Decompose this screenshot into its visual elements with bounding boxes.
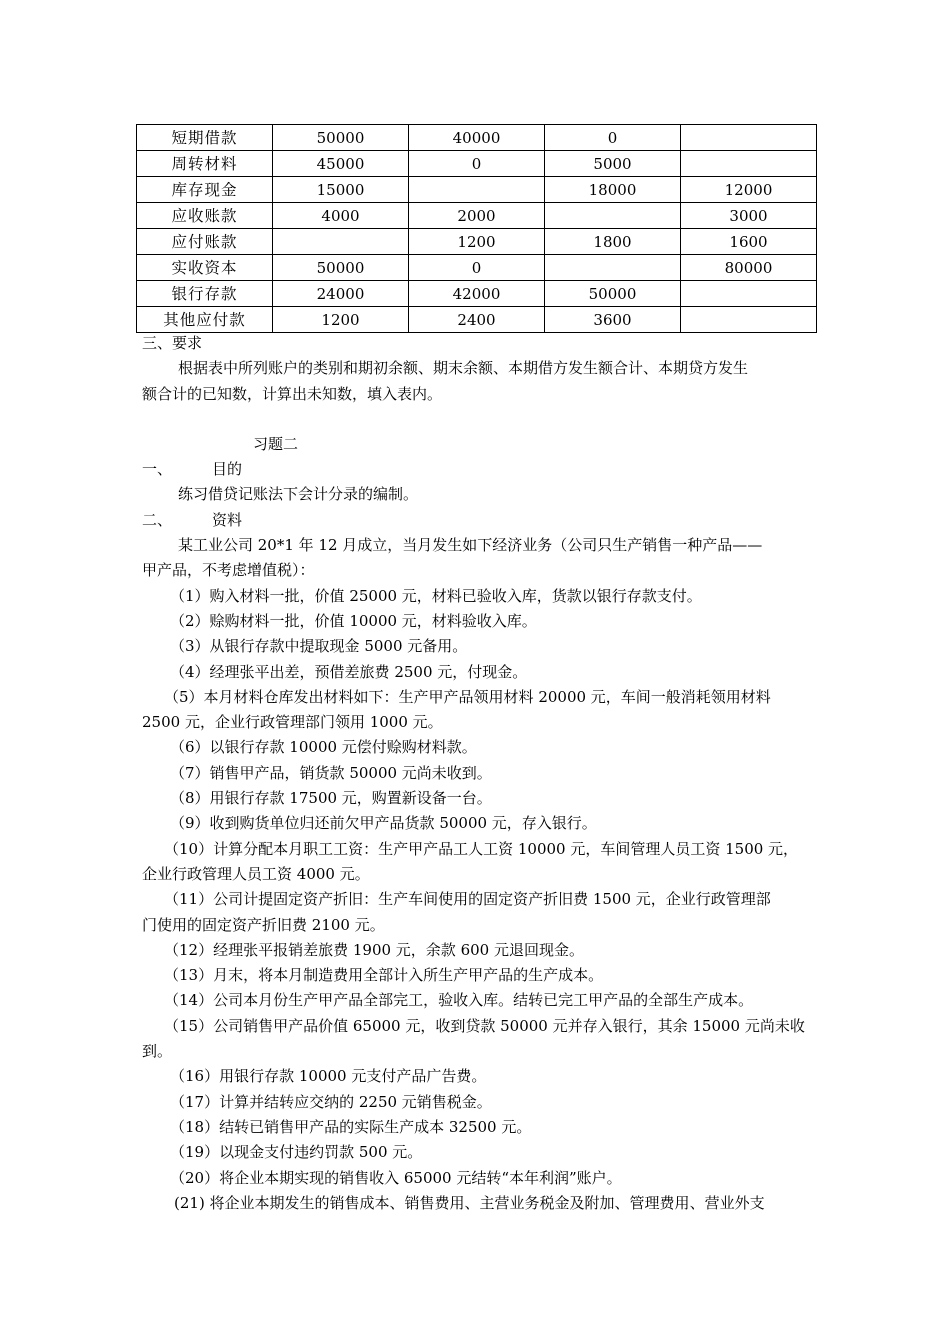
transaction-item-line: （13）月末，将本月制造费用全部计入所生产甲产品的生产成本。: [164, 966, 604, 985]
transaction-item-line: （18）结转已销售甲产品的实际生产成本 32500 元。: [170, 1117, 532, 1136]
amount-cell: 18000: [545, 177, 681, 203]
account-name-cell: 其他应付款: [137, 307, 273, 333]
transaction-item-line: （12）经理张平报销差旅费 1900 元，余款 600 元退回现金。: [164, 940, 584, 959]
account-balance-table: [136, 124, 817, 333]
account-name-cell: 实收资本: [137, 255, 273, 281]
amount-cell: 1200: [273, 307, 409, 333]
transaction-item-line: (21) 将企业本期发生的销售成本、销售费用、主营业务税金及附加、管理费用、营业外支: [174, 1193, 765, 1212]
amount-cell: [545, 203, 681, 229]
amount-cell: 5000: [545, 151, 681, 177]
transaction-item-line: 2500 元，企业行政管理部门领用 1000 元。: [142, 713, 443, 732]
transaction-item-line: （17）计算并结转应交纳的 2250 元销售税金。: [170, 1092, 492, 1111]
materials-intro-line: 某工业公司 20*1 年 12 月成立，当月发生如下经济业务（公司只生产销售一种产品——: [178, 536, 763, 555]
amount-cell: 45000: [273, 151, 409, 177]
table-row: [137, 229, 817, 255]
section-heading-requirements: 三、要求: [142, 334, 203, 352]
requirements-paragraph-line: 额合计的已知数，计算出未知数，填入表内。: [142, 384, 443, 403]
transaction-item-line: （19）以现金支付违约罚款 500 元。: [170, 1143, 423, 1162]
transaction-item-line: （8）用银行存款 17500 元，购置新设备一台。: [170, 789, 492, 808]
transaction-item-line: （2）赊购材料一批，价值 10000 元，材料验收入库。: [170, 611, 537, 630]
transaction-item-line: （16）用银行存款 10000 元支付产品广告费。: [170, 1067, 487, 1086]
amount-cell: 3000: [681, 203, 817, 229]
amount-cell: 2400: [409, 307, 545, 333]
table-row: [137, 281, 817, 307]
transaction-item-line: （20）将企业本期实现的销售收入 65000 元结转“本年利润”账户。: [170, 1168, 622, 1187]
section-heading-purpose: [142, 457, 814, 482]
transaction-item-line: 企业行政管理人员工资 4000 元。: [142, 864, 370, 883]
account-name-cell: 银行存款: [137, 281, 273, 307]
amount-cell: 0: [409, 151, 545, 177]
table-row: [137, 255, 817, 281]
amount-cell: 50000: [273, 125, 409, 151]
amount-cell: [273, 229, 409, 255]
amount-cell: [681, 151, 817, 177]
amount-cell: 2000: [409, 203, 545, 229]
transaction-item-line: （9）收到购货单位归还前欠甲产品货款 50000 元，存入银行。: [170, 814, 597, 833]
amount-cell: [681, 125, 817, 151]
table-row: [137, 177, 817, 203]
amount-cell: 40000: [409, 125, 545, 151]
amount-cell: 1800: [545, 229, 681, 255]
amount-cell: 0: [409, 255, 545, 281]
amount-cell: 15000: [273, 177, 409, 203]
transaction-item-line: （10）计算分配本月职工工资：生产甲产品工人工资 10000 元，车间管理人员工资 1500 元，: [164, 839, 799, 858]
amount-cell: 0: [545, 125, 681, 151]
transaction-item-line: （5）本月材料仓库发出材料如下：生产甲产品领用材料 20000 元，车间一般消耗领用材料: [164, 687, 771, 706]
transaction-item-line: （6）以银行存款 10000 元偿付赊购材料款。: [170, 738, 477, 757]
amount-cell: 42000: [409, 281, 545, 307]
table-row: [137, 203, 817, 229]
transaction-item-line: （3）从银行存款中提取现金 5000 元备用。: [170, 637, 468, 656]
amount-cell: 12000: [681, 177, 817, 203]
amount-cell: 3600: [545, 307, 681, 333]
document-text: [142, 331, 814, 1216]
amount-cell: [409, 177, 545, 203]
transaction-list: [142, 584, 814, 1216]
transaction-item-line: （15）公司销售甲产品价值 65000 元，收到贷款 50000 元并存入银行，其余 15000 元尚未收: [164, 1016, 805, 1035]
exercise-title: 习题二: [253, 434, 299, 453]
amount-cell: 24000: [273, 281, 409, 307]
table-row: [137, 151, 817, 177]
transaction-item-line: 门使用的固定资产折旧费 2100 元。: [142, 915, 385, 934]
amount-cell: 50000: [273, 255, 409, 281]
section-label: 目的: [212, 460, 243, 479]
transaction-item-line: （1）购入材料一批，价值 25000 元，材料已验收入库，货款以银行存款支付。: [170, 586, 702, 605]
table-row: [137, 307, 817, 333]
amount-cell: 1600: [681, 229, 817, 255]
amount-cell: 50000: [545, 281, 681, 307]
account-name-cell: 库存现金: [137, 177, 273, 203]
table-row: [137, 125, 817, 151]
transaction-item-line: （4）经理张平出差，预借差旅费 2500 元，付现金。: [170, 662, 528, 681]
requirements-paragraph-line: 根据表中所列账户的类别和期初余额、期末余额、本期借方发生额合计、本期贷方发生: [178, 359, 749, 378]
section-heading-materials: [142, 508, 814, 533]
section-number: 二、: [142, 510, 173, 529]
account-name-cell: 应付账款: [137, 229, 273, 255]
transaction-item-line: （11）公司计提固定资产折旧：生产车间使用的固定资产折旧费 1500 元，企业行政管理部: [164, 890, 771, 909]
amount-cell: [681, 281, 817, 307]
account-table-body: [137, 125, 817, 333]
amount-cell: [545, 255, 681, 281]
amount-cell: 1200: [409, 229, 545, 255]
account-name-cell: 应收账款: [137, 203, 273, 229]
section-label: 资料: [212, 510, 243, 529]
transaction-item-line: （7）销售甲产品，销货款 50000 元尚未收到。: [170, 763, 492, 782]
amount-cell: 80000: [681, 255, 817, 281]
section-number: 一、: [142, 460, 173, 479]
account-name-cell: 周转材料: [137, 151, 273, 177]
materials-intro-line: 甲产品，不考虑增值税）：: [142, 561, 315, 580]
transaction-item-line: 到。: [142, 1042, 173, 1061]
account-name-cell: 短期借款: [137, 125, 273, 151]
purpose-text: 练习借贷记账法下会计分录的编制。: [178, 485, 419, 504]
amount-cell: 4000: [273, 203, 409, 229]
amount-cell: [681, 307, 817, 333]
transaction-item-line: （14）公司本月份生产甲产品全部完工，验收入库。结转已完工甲产品的全部生产成本。: [164, 991, 754, 1010]
